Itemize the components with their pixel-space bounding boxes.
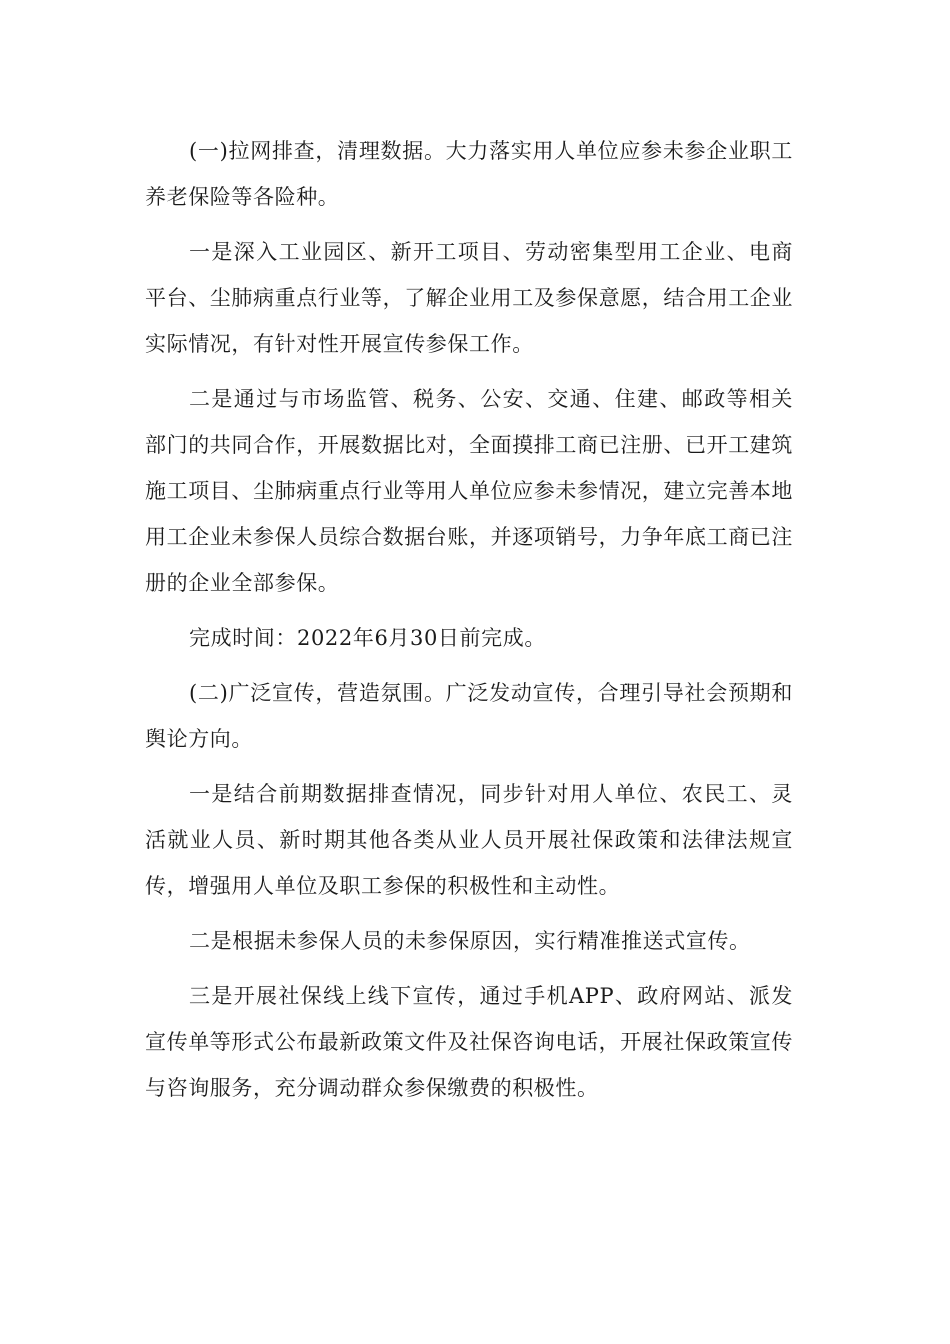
paragraph-two-b: 二是根据未参保人员的未参保原因，实行精准推送式宣传。 [189, 929, 751, 953]
document-body [145, 128, 793, 1120]
completion-time: 完成时间：2022年6月30日前完成。 [189, 626, 546, 650]
section-one-heading: (一)拉网排查，清理数据。大力落实用人单位应参未参企业职工养老保险等各险种。 [145, 139, 793, 209]
paragraph-two-a: 一是结合前期数据排查情况，同步针对用人单位、农民工、灵活就业人员、新时期其他各类从业人员开展社保政策和法律法规宣传，增强用人单位及职工参保的积极性和主动性。 [145, 782, 793, 898]
paragraph-one-b: 二是通过与市场监管、税务、公安、交通、住建、邮政等相关部门的共同合作，开展数据比对，全面摸排工商已注册、已开工建筑施工项目、尘肺病重点行业等用人单位应参未参情况，建立完善本地用工企业未参保人员综合数据台账，并逐项销号，力争年底工商已注册的企业全部参保。 [145, 387, 793, 595]
paragraph-one-a: 一是深入工业园区、新开工项目、劳动密集型用工企业、电商平台、尘肺病重点行业等，了解企业用工及参保意愿，结合用工企业实际情况，有针对性开展宣传参保工作。 [145, 240, 793, 356]
paragraph-two-c: 三是开展社保线上线下宣传，通过手机APP、政府网站、派发宣传单等形式公布最新政策文件及社保咨询电话，开展社保政策宣传与咨询服务，充分调动群众参保缴费的积极性。 [145, 984, 793, 1100]
section-two-heading: (二)广泛宣传，营造氛围。广泛发动宣传，合理引导社会预期和舆论方向。 [145, 681, 793, 751]
